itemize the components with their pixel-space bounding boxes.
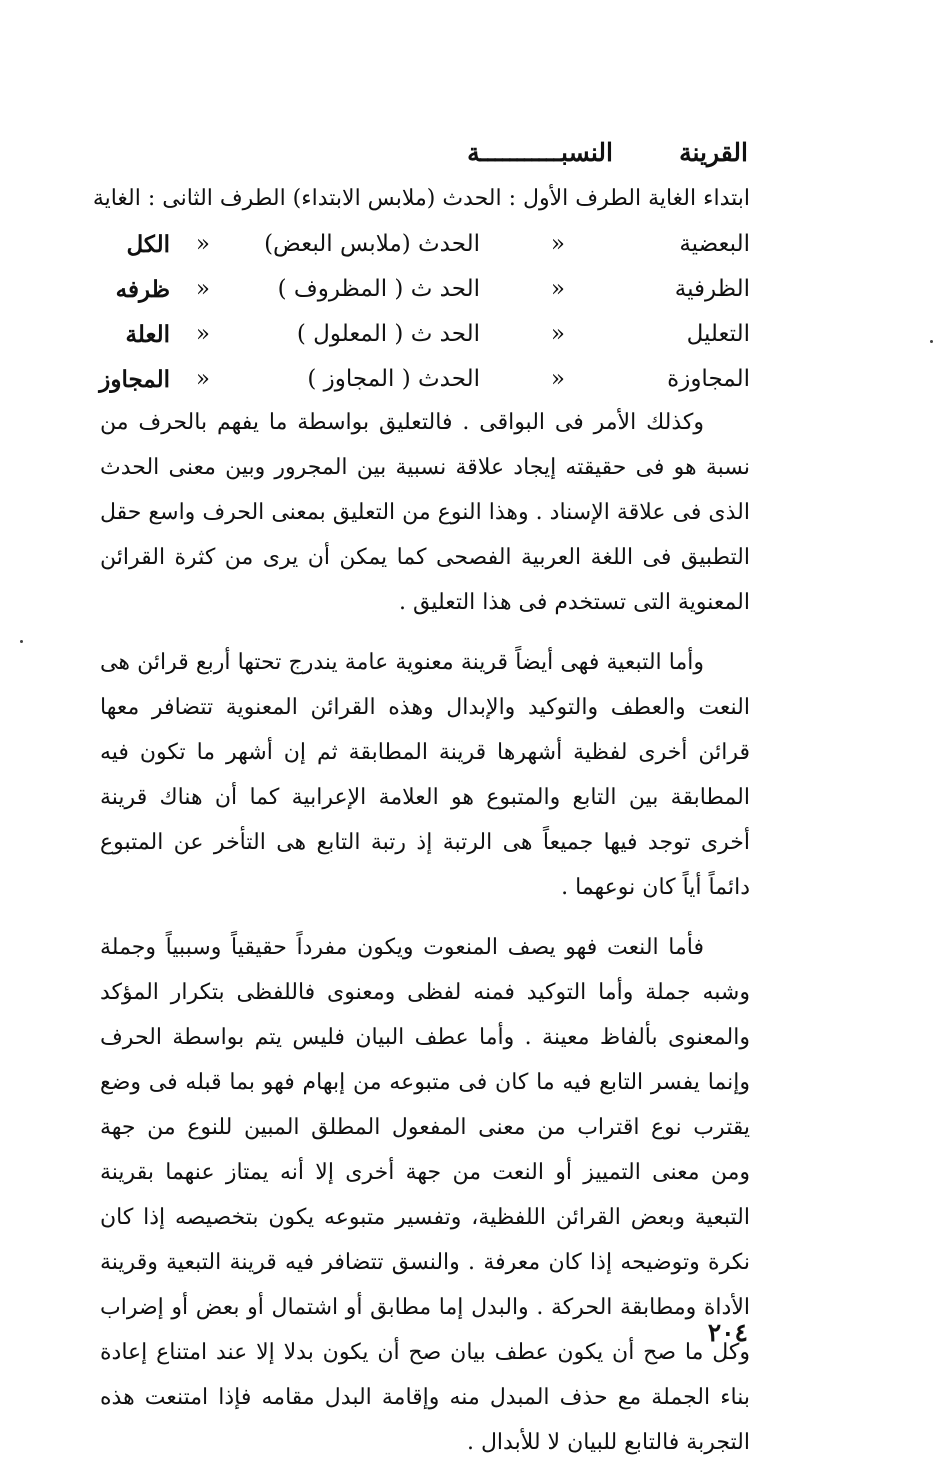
scan-speck — [20, 640, 23, 643]
header-nisba: النسبـــــــــــة — [467, 138, 613, 167]
first-term: الحدث ( المجاوز ) — [307, 366, 480, 392]
table-row — [92, 180, 750, 225]
paragraph-taliq: وكذلك الأمر فى البواقى . فالتعليق بواسطة ما يفهم بالحرف من نسبة هو فى حقيقته إيجاد علاقة نسبية بين المجرور وبين معنى الحدث الذى فى علاقة الإسناد . وهذا النوع من التعليق بمعنى الحرف واسع حقل التطبيق فى اللغة العربية الفصحى كما يمكن أن يرى من كثرة القرائن المعنوية التى تستخدم فى هذا التعليق . — [100, 410, 750, 615]
ditto-mark: « — [550, 231, 565, 257]
paragraph-naat: فأما النعت فهو يصف المنعوت ويكون مفرداً حقيقياً وسببياً وجملة وشبه جملة وأما التوكيد فمنه لفظى ومعنوى فاللفظى بتكرار المؤكد والمعنوى بألفاظ معينة . وأما عطف البيان فليس يتم بواسطة الحرف وإنما يفسر التابع فيه ما كان فى متبوعه من إبهام فهو بما قبله فى وضع يقترب نوع اقتراب من معنى المفعول المطلق المبين للنوع من جهة ومن معنى التمييز أو النعت من جهة أخرى إلا أنه يمتاز عنهما بقرينة التبعية وبعض القرائن اللفظية، وتفسير متبوعه يكون بتخصيصه إذا كان نكرة وتوضيحه إذا كان معرفة . والنسق تتضافر فيه قرينة التبعية وقرينة الأداة ومطابقة الحركة . والبدل إما مطابق أو اشتمال أو بعض أو إضراب وكل ما صح أن يكون عطف بيان صح أن يكون بدلا إلا عند امتناع إعادة بناء الجملة مع حذف المبدل منه وإقامة البدل مقامه فإذا امتنعت هذه التجربة فالتابع للبيان لا للأبدال . — [100, 935, 750, 1455]
table-row — [100, 270, 750, 315]
second-term: ظرفه — [115, 276, 170, 303]
paragraph-tabiyya: وأما التبعية فهى أيضاً قرينة معنوية عامة يندرج تحتها أربع قرائن هى النعت والعطف والتوكيد والإبدال وهذه القرائن المعنوية تتضافر معها قرائن أخرى لفظية أشهرها قرينة المطابقة ثم إن أشهر ما تكون فيه المطابقة بين التابع والمتبوع هو العلامة الإعرابية كما أن هناك قرينة أخرى توجد فيها جميعاً هى الرتبة إذ رتبة التابع هى التأخر عن المتبوع دائماً أياً كان نوعهما . — [100, 650, 750, 900]
table-row — [100, 360, 750, 405]
relation-name: المجاوزة — [667, 366, 750, 392]
table-row — [100, 225, 750, 270]
second-term: المجاوز — [99, 366, 170, 393]
second-term: الكل — [126, 231, 170, 258]
scan-speck — [930, 340, 933, 343]
relations-table — [92, 180, 750, 405]
body-text — [100, 400, 750, 1480]
relation-name: البعضية — [679, 231, 750, 257]
table-header — [100, 132, 748, 176]
ditto-mark: « — [195, 366, 210, 392]
ditto-mark: « — [550, 321, 565, 347]
ditto-mark: « — [550, 366, 565, 392]
second-term: العلة — [125, 321, 170, 348]
table-row — [100, 315, 750, 360]
header-qarina: القرينة — [679, 138, 748, 167]
ditto-mark: « — [550, 276, 565, 302]
ditto-mark: « — [195, 321, 210, 347]
ditto-mark: « — [195, 231, 210, 257]
relation-name: التعليل — [686, 321, 750, 347]
first-term: الحد ث ( المعلول ) — [296, 321, 480, 347]
first-term: الحد ث ( المظروف ) — [277, 276, 480, 302]
first-term: الحدث (ملابس البعض) — [264, 231, 480, 257]
first-row-text: ابتداء الغاية الطرف الأول : الحدث (ملابس الابتداء) الطرف الثانى : الغاية — [92, 186, 750, 211]
ditto-mark: « — [195, 276, 210, 302]
relation-name: الظرفية — [674, 276, 750, 302]
page-number: ٢٠٤ — [707, 1318, 748, 1347]
